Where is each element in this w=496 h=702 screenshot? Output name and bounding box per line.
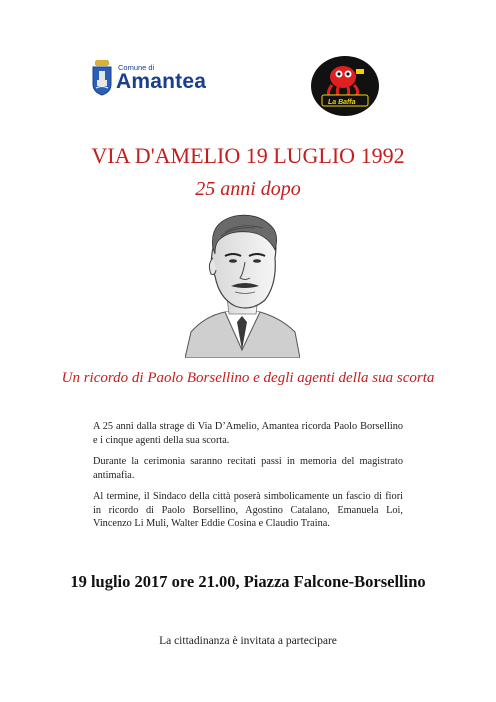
comune-small-text: Comune di	[118, 63, 155, 72]
event-details: 19 luglio 2017 ore 21.00, Piazza Falcone-Borsellino	[70, 572, 426, 591]
page-title: VIA D'AMELIO 19 LUGLIO 1992	[91, 143, 405, 168]
paragraph: Al termine, il Sindaco della città poserà simbolicamente un fascio di fiori in ricordo di Paolo Borsellino, Agostino Catalano, Emanuela Loi, Vincenzo Li Muli, Walter Eddie Cosina e Claudio Traina.	[93, 491, 403, 529]
page-subtitle: 25 anni dopo	[195, 178, 301, 200]
la-baffa-label: La Baffa	[328, 99, 356, 106]
announcement-text	[93, 420, 403, 539]
comune-logo	[90, 60, 205, 100]
la-baffa-logo	[310, 55, 380, 117]
crest-icon	[90, 60, 114, 96]
paragraph: A 25 anni dalla strage di Via D’Amelio, Amantea ricorda Paolo Borsellino e i cinque agenti della sua scorta.	[93, 421, 403, 446]
tagline: Un ricordo di Paolo Borsellino e degli agenti della sua scorta	[61, 370, 435, 386]
octopus-icon	[310, 55, 380, 117]
comune-name: Amantea	[116, 70, 207, 93]
invitation-line: La cittadinanza è invitata a partecipare	[159, 635, 337, 647]
portrait-drawing	[185, 210, 300, 358]
paragraph: Durante la cerimonia saranno recitati passi in memoria del magistrato antimafia.	[93, 456, 403, 481]
